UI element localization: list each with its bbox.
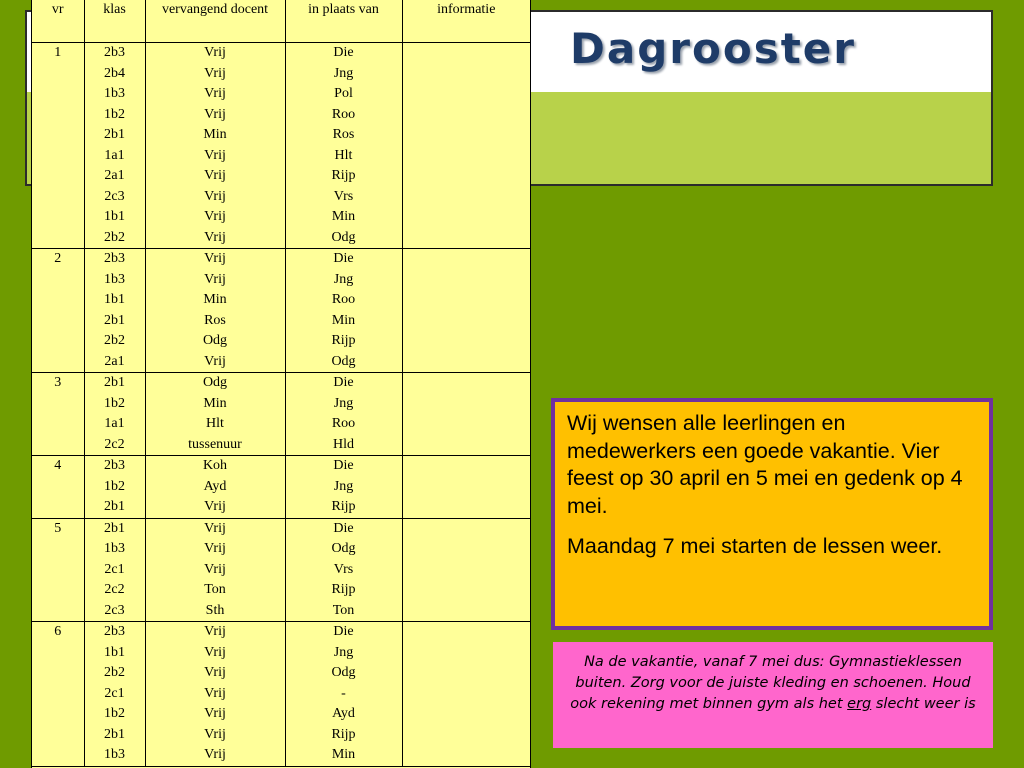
info-cell (402, 43, 530, 249)
info-cell (402, 249, 530, 373)
class-code: 2b1 (104, 127, 125, 142)
replaced-teacher: Min (331, 747, 356, 762)
substitute-teacher: Vrij (204, 188, 226, 204)
substitute-teacher: Min (203, 395, 227, 411)
class-code: 1b2 (104, 106, 125, 122)
replaced-teacher: Roo (331, 292, 356, 307)
class-code: 2c1 (104, 685, 125, 701)
period-cell (32, 249, 84, 373)
column-header-vr: vr (32, 0, 84, 43)
page-title: Dagrooster (570, 24, 856, 73)
replaced-cell (285, 456, 402, 519)
substitute-teacher: Vrij (204, 147, 226, 163)
class-cell (84, 249, 145, 373)
table-row (32, 456, 530, 519)
substitute-teacher: Vrij (204, 45, 226, 60)
replaced-cell (285, 622, 402, 767)
period-number: 3 (54, 375, 62, 390)
replaced-teacher: Odg (331, 541, 356, 556)
replaced-teacher: Die (333, 45, 354, 60)
substitute-teacher: Vrij (204, 624, 226, 639)
period-number: 2 (54, 251, 62, 266)
class-code: 2b3 (104, 45, 125, 60)
substitute-teacher: Vrij (204, 353, 226, 369)
table-row (32, 373, 530, 456)
info-cell (402, 622, 530, 767)
substitute-teacher: Sth (205, 602, 225, 618)
replaced-teacher: Odg (331, 665, 356, 680)
info-cell (402, 456, 530, 519)
replaced-teacher: Jng (333, 65, 354, 81)
class-code: 2b3 (104, 251, 125, 266)
class-code: 1a1 (104, 147, 125, 163)
replaced-teacher: Min (331, 312, 356, 328)
replaced-teacher: Roo (331, 416, 356, 431)
table-row (32, 518, 530, 622)
substitute-teacher: Ros (204, 312, 226, 328)
class-code: 2b3 (104, 458, 125, 473)
class-code: 2c3 (104, 602, 125, 618)
replaced-teacher: Rijp (331, 499, 356, 514)
replaced-teacher: Die (333, 520, 354, 536)
class-code: 2c2 (104, 436, 125, 452)
vacation-notice (551, 398, 993, 630)
substitute-teacher: Vrij (204, 685, 226, 701)
substitute-teacher: Min (203, 127, 227, 142)
class-code: 2b1 (104, 726, 125, 742)
substitute-teacher: Vrij (204, 106, 226, 122)
substitute-cell (145, 622, 285, 767)
substitute-teacher: Vrij (204, 251, 226, 266)
substitute-teacher: Vrij (204, 209, 226, 224)
substitute-teacher: tussenuur (188, 436, 242, 452)
replaced-teacher: Jng (333, 271, 354, 287)
gym-notice-text-end: slecht weer is (871, 696, 976, 712)
class-code: 2b4 (104, 65, 125, 81)
column-header-in-plaats-van: in plaats van (285, 0, 402, 43)
replaced-teacher: Die (333, 458, 354, 473)
class-code: 2c3 (104, 188, 125, 204)
replaced-teacher: Die (333, 251, 354, 266)
replaced-teacher: Ayd (332, 706, 355, 721)
substitute-teacher: Vrij (204, 706, 226, 721)
class-code: 1b3 (104, 747, 125, 762)
replaced-teacher: - (341, 685, 346, 701)
period-cell (32, 518, 84, 622)
replaced-cell (285, 43, 402, 249)
replaced-teacher: Rijp (331, 333, 356, 348)
replaced-teacher: Hlt (334, 147, 353, 163)
substitute-teacher: Vrij (204, 561, 226, 577)
period-number: 4 (54, 458, 62, 473)
table-row (32, 43, 530, 249)
replaced-teacher: Roo (331, 106, 356, 122)
class-cell (84, 373, 145, 456)
substitute-teacher: Vrij (204, 65, 226, 81)
substitute-teacher: Ayd (203, 478, 227, 494)
substitute-teacher: Odg (202, 375, 228, 390)
substitute-teacher: Vrij (204, 86, 226, 101)
class-code: 1b2 (104, 478, 125, 494)
class-cell (84, 43, 145, 249)
replaced-teacher: Ton (332, 602, 355, 618)
substitute-teacher: Min (203, 292, 227, 307)
class-cell (84, 518, 145, 622)
substitute-teacher: Vrij (204, 644, 226, 660)
replaced-teacher: Jng (333, 395, 354, 411)
class-code: 2b1 (104, 520, 125, 536)
class-code: 2a1 (104, 168, 125, 183)
vacation-notice-paragraph-1: Wij wensen alle leerlingen en medewerkers een goede vakantie. Vier feest op 30 april en 5 mei en gedenk op 4 mei. (567, 411, 963, 518)
substitute-cell (145, 518, 285, 622)
substitute-teacher: Ton (204, 582, 226, 597)
column-header-informatie: informatie (402, 0, 530, 43)
substitute-teacher: Vrij (204, 665, 226, 680)
class-code: 1a1 (104, 416, 125, 431)
replaced-teacher: Min (331, 209, 356, 224)
class-code: 2c2 (104, 582, 125, 597)
substitute-cell (145, 249, 285, 373)
substitute-cell (145, 373, 285, 456)
class-code: 2b2 (104, 333, 125, 348)
replaced-teacher: Rijp (331, 726, 356, 742)
substitute-teacher: Vrij (204, 747, 226, 762)
period-cell (32, 622, 84, 767)
class-code: 1b3 (104, 271, 125, 287)
period-cell (32, 456, 84, 519)
substitute-teacher: Vrij (204, 271, 226, 287)
substitute-cell (145, 456, 285, 519)
class-code: 2b2 (104, 229, 125, 245)
replaced-teacher: Ros (332, 127, 355, 142)
substitute-teacher: Vrij (204, 499, 226, 514)
class-code: 2b1 (104, 375, 125, 390)
schedule-body (32, 43, 530, 767)
substitute-teacher: Vrij (204, 726, 226, 742)
replaced-teacher: Vrs (333, 561, 354, 577)
class-code: 1b1 (104, 292, 125, 307)
class-code: 1b2 (104, 706, 125, 721)
replaced-teacher: Hld (333, 436, 354, 452)
period-number: 1 (54, 45, 62, 60)
vacation-notice-paragraph-2: Maandag 7 mei starten de lessen weer. (567, 534, 943, 558)
substitute-teacher: Vrij (204, 520, 226, 536)
replaced-teacher: Die (333, 375, 354, 390)
substitute-teacher: Odg (202, 333, 228, 348)
replaced-teacher: Pol (334, 86, 353, 101)
substitute-teacher: Vrij (204, 229, 226, 245)
substitute-teacher: Vrij (204, 541, 226, 556)
replaced-teacher: Jng (333, 478, 354, 494)
table-header-row (32, 0, 530, 43)
class-code: 2c1 (104, 561, 125, 577)
substitute-teacher: Vrij (204, 168, 226, 183)
class-code: 1b1 (104, 644, 125, 660)
class-code: 1b2 (104, 395, 125, 411)
gym-notice-text: Na de vakantie, vanaf 7 mei dus: Gymnastieklessen buiten. Zorg voor de juiste kleding en schoenen. Houd ook rekening met binnen gym als het (570, 654, 971, 712)
schedule-table (31, 0, 531, 768)
period-number: 5 (54, 520, 62, 536)
replaced-teacher: Odg (331, 353, 356, 369)
replaced-teacher: Odg (331, 229, 356, 245)
column-header-vervangend-docent: vervangend docent (145, 0, 285, 43)
replaced-teacher: Vrs (333, 188, 354, 204)
substitute-teacher: Koh (202, 458, 228, 473)
period-number: 6 (54, 624, 62, 639)
class-cell (84, 622, 145, 767)
period-cell (32, 43, 84, 249)
replaced-cell (285, 249, 402, 373)
class-code: 1b1 (104, 209, 125, 224)
info-cell (402, 518, 530, 622)
table-row (32, 249, 530, 373)
gym-notice-emphasis: erg (847, 696, 872, 712)
table-row (32, 622, 530, 767)
class-code: 1b3 (104, 541, 125, 556)
class-code: 2a1 (104, 353, 125, 369)
gym-notice (553, 642, 993, 748)
class-cell (84, 456, 145, 519)
class-code: 2b3 (104, 624, 125, 639)
replaced-cell (285, 373, 402, 456)
replaced-cell (285, 518, 402, 622)
substitute-cell (145, 43, 285, 249)
class-code: 2b1 (104, 499, 125, 514)
class-code: 1b3 (104, 86, 125, 101)
class-code: 2b1 (104, 312, 125, 328)
replaced-teacher: Rijp (331, 168, 356, 183)
substitute-teacher: Hlt (206, 416, 224, 431)
replaced-teacher: Rijp (331, 582, 356, 597)
replaced-teacher: Jng (333, 644, 354, 660)
period-cell (32, 373, 84, 456)
column-header-klas: klas (84, 0, 145, 43)
class-code: 2b2 (104, 665, 125, 680)
info-cell (402, 373, 530, 456)
replaced-teacher: Die (333, 624, 354, 639)
